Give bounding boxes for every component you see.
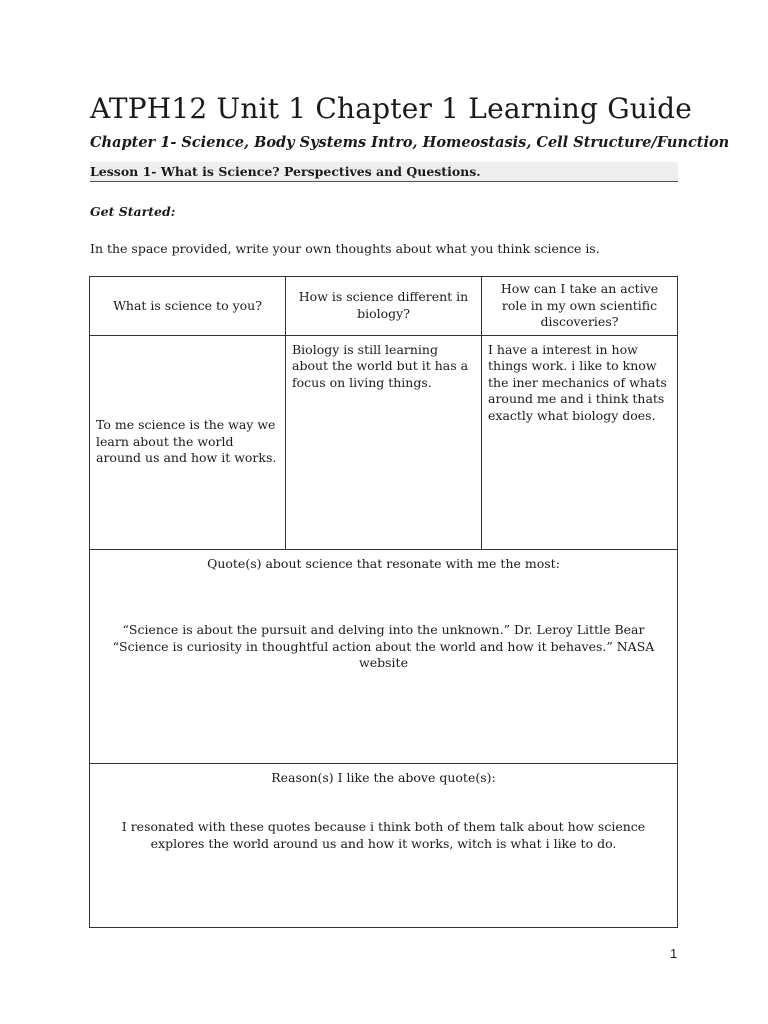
table-answer-row <box>90 335 678 549</box>
quotes-cell[interactable] <box>90 549 678 763</box>
reasons-text: I resonated with these quotes because i think both of them talk about how science explores the world around us and how it works, witch is what i like to do. <box>121 819 646 851</box>
header-active-role: How can I take an active role in my own scientific discoveries? <box>482 277 678 336</box>
header-what-is-science: What is science to you? <box>90 277 286 336</box>
quote-2: “Science is curiosity in thoughtful action about the world and how it behaves.” NASA website <box>112 638 655 670</box>
reasons-cell[interactable] <box>90 763 678 927</box>
quotes-row <box>90 549 678 763</box>
lesson-heading: Lesson 1- What is Science? Perspectives and Questions. <box>90 162 678 182</box>
table-header-row <box>90 277 678 336</box>
science-thoughts-table <box>89 276 678 928</box>
instructions-text: In the space provided, write your own thoughts about what you think science is. <box>90 241 600 256</box>
answer-active-role[interactable]: I have a interest in how things work. i like to know the iner mechanics of whats around me and i think thats exactly what biology does. <box>482 335 678 549</box>
get-started-label: Get Started: <box>90 204 176 219</box>
answer-what-is-science[interactable]: To me science is the way we learn about the world around us and how it works. <box>90 335 286 549</box>
page-number: 1 <box>670 946 678 961</box>
quote-1: “Science is about the pursuit and delving into the unknown.” Dr. Leroy Little Bear <box>122 622 645 637</box>
quotes-heading: Quote(s) about science that resonate with me the most: <box>207 555 560 571</box>
reasons-heading: Reason(s) I like the above quote(s): <box>271 769 496 785</box>
chapter-subtitle: Chapter 1- Science, Body Systems Intro, Homeostasis, Cell Structure/Function <box>90 134 730 151</box>
reasons-row <box>90 763 678 927</box>
header-science-in-biology: How is science different in biology? <box>286 277 482 336</box>
document-title: ATPH12 Unit 1 Chapter 1 Learning Guide <box>90 92 693 125</box>
answer-science-in-biology[interactable]: Biology is still learning about the world but it has a focus on living things. <box>286 335 482 549</box>
